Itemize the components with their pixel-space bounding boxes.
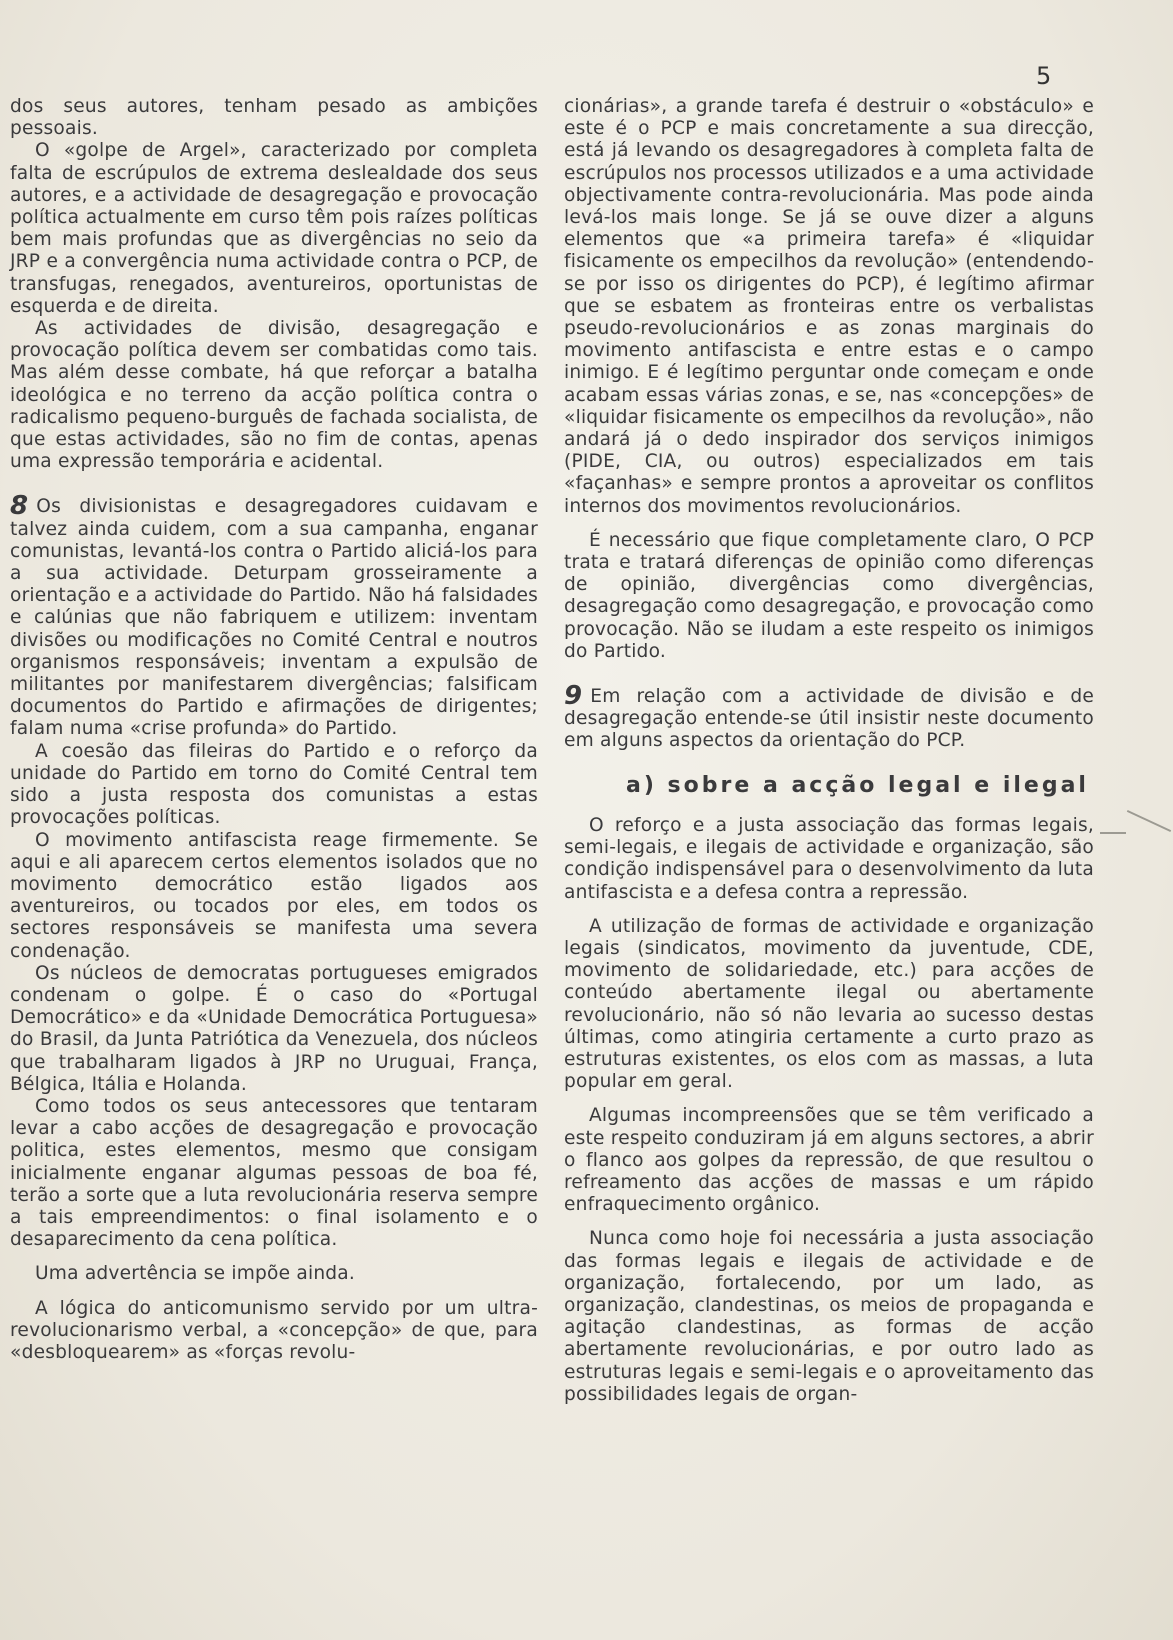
paragraph: O movimento antifascista reage firmemente. Se aqui e ali aparecem certos elementos isolados que no movimento democrático estão ligados aos aventureiros, ou tocados por eles, em todos os sectores responsáveis se manifesta uma severa condenação. <box>10 829 538 962</box>
paragraph: A utilização de formas de actividade e organização legais (sindicatos, movimento da juventude, CDE, movimento de solidariedade, etc.) para acções de conteúdo abertamente ilegal ou abertamente revolucionário, não só não levaria ao sucesso destas últimas, como atingiria certamente a curto prazo as estruturas existentes, os elos com as massas, a luta popular em geral. <box>564 915 1094 1093</box>
paragraph: Nunca como hoje foi necessária a justa associação das formas legais e ilegais de actividade e de organização, fortalecendo, por um lado, as organização, clandestinas, os meios de propaganda e agitação clandestinas, as formas de acção abertamente revolucionárias, e por outro lado as estruturas legais e semi-legais e o aproveitamento das possibilidades legais de organ- <box>564 1228 1094 1405</box>
paragraph: É necessário que fique completamente claro, O PCP trata e tratará diferenças de opinião como diferenças de opinião, divergências como divergências, desagregação como desagregação, e provocação como provocação. Não se iludam a este respeito os inimigos do Partido. <box>564 529 1094 662</box>
right-column <box>564 96 1094 1406</box>
paragraph-text: Em relação com a actividade de divisão e de desagregação entende-se útil insistir neste documento em alguns aspectos da orientação do PCP. <box>564 686 1094 752</box>
page-number: 5 <box>1036 62 1052 90</box>
numbered-paragraph <box>10 491 538 740</box>
section-number: 9 <box>564 681 583 712</box>
paragraph: Algumas incompreensões que se têm verificado a este respeito conduziram já em alguns sectores, a abrir o flanco aos golpes da repressão, de que resultou o refreamento das acções de massas e um rápido enfraquecimento orgânico. <box>564 1105 1094 1216</box>
section-number: 8 <box>10 491 29 522</box>
paper-edge-mark <box>1127 810 1171 832</box>
paragraph: cionárias», a grande tarefa é destruir o «obstáculo» e este é o PCP e mais concretamente a sua direcção, está já levando os desagregadores à completa falta de escrúpulos nos processos utilizados e a uma actividade objectivamente contra-revolucionária. Mas pode ainda levá-los mais longe. Se já se ouve dizer a alguns elementos que «a primeira tarefa» é «liquidar fisicamente os empecilhos da revolução» (entendendo-se por isso os dirigentes do PCP), é legítimo afirmar que se esbatem as fronteiras entre os verbalistas pseudo-revolucionários e as zonas marginais do movimento antifascista e entre estas e o campo inimigo. E é legítimo perguntar onde começam e onde acabam essas várias zonas, e se, nas «concepções» de «liquidar fisicamente os empecilhos da revolução», não andará já o dedo inspirador dos serviços inimigos (PIDE, CIA, ou outros) especializados em tais «façanhas» e sempre prontos a aproveitar os conflitos internos dos movimentos revolucionários. <box>564 96 1094 517</box>
paragraph: O reforço e a justa associação das formas legais, semi-legais, e ilegais de actividade e organização, são condição indispensável para o desenvolvimento da luta antifascista e a defesa contra a repressão. <box>564 814 1094 903</box>
left-column <box>10 96 538 1364</box>
paragraph: dos seus autores, tenham pesado as ambições pessoais. <box>10 96 538 140</box>
paragraph: Uma advertência se impõe ainda. <box>35 1263 356 1285</box>
paragraph: As actividades de divisão, desagregação e provocação política devem ser combatidas como tais. Mas além desse combate, há que reforçar a batalha ideológica e no terreno da acção política contra o radicalismo pequeno-burguês de fachada socialista, de que estas actividades, são no fim de contas, apenas uma expressão temporária e acidental. <box>10 318 538 473</box>
paragraph: A coesão das fileiras do Partido e o reforço da unidade do Partido em torno do Comité Central tem sido a justa resposta dos comunistas a estas provocações políticas. <box>10 740 538 829</box>
paper-edge-mark <box>1100 832 1126 834</box>
section-heading: a) sobre a acção legal e ilegal <box>626 772 1089 798</box>
paragraph: Como todos os seus antecessores que tentaram levar a cabo acções de desagregação e provocação politica, estes elementos, mesmo que consigam inicialmente enganar algumas pessoas de boa fé, terão a sorte que a luta revolucionária reserva sempre a tais empreendimentos: o final isolamento e o desaparecimento da cena política. <box>10 1095 538 1251</box>
paragraph-text: Os divisionistas e desagregadores cuidavam e talvez ainda cuidem, com a sua campanha, enganar comunistas, levantá-los contra o Partido aliciá-los para a sua actividade. Deturpam grosseiramente a orientação e a actividade do Partido. Não há falsidades e calúnias que não fabriquem e utilizem: inventam divisões ou modificações no Comité Central e noutros organismos responsáveis; inventam a expulsão de militantes por manifestarem divergências; falsificam documentos do Partido e afirmações de dirigentes; falam numa «crise profunda» do Partido. <box>10 496 538 740</box>
numbered-paragraph <box>564 681 1094 753</box>
paragraph: A lógica do anticomunismo servido por um ultra-revolucionarismo verbal, a «concepção» de que, para «desbloquearem» as «forças revolu- <box>10 1297 538 1363</box>
paragraph: O «golpe de Argel», caracterizado por completa falta de escrúpulos de extrema deslealdade dos seus autores, e a actividade de desagregação e provocação política actualmente em curso têm pois raízes políticas bem mais profundas que as divergências no seio da JRP e a convergência numa actividade contra o PCP, de transfugas, renegados, aventureiros, oportunistas de esquerda e de direita. <box>10 140 538 317</box>
paragraph: Os núcleos de democratas portugueses emigrados condenam o golpe. É o caso do «Portugal Democrático» e da «Unidade Democrática Portuguesa» do Brasil, da Junta Patriótica da Venezuela, dos núcleos que trabalharam ligados à JRP no Uruguai, França, Bélgica, Itália e Holanda. <box>10 962 538 1095</box>
